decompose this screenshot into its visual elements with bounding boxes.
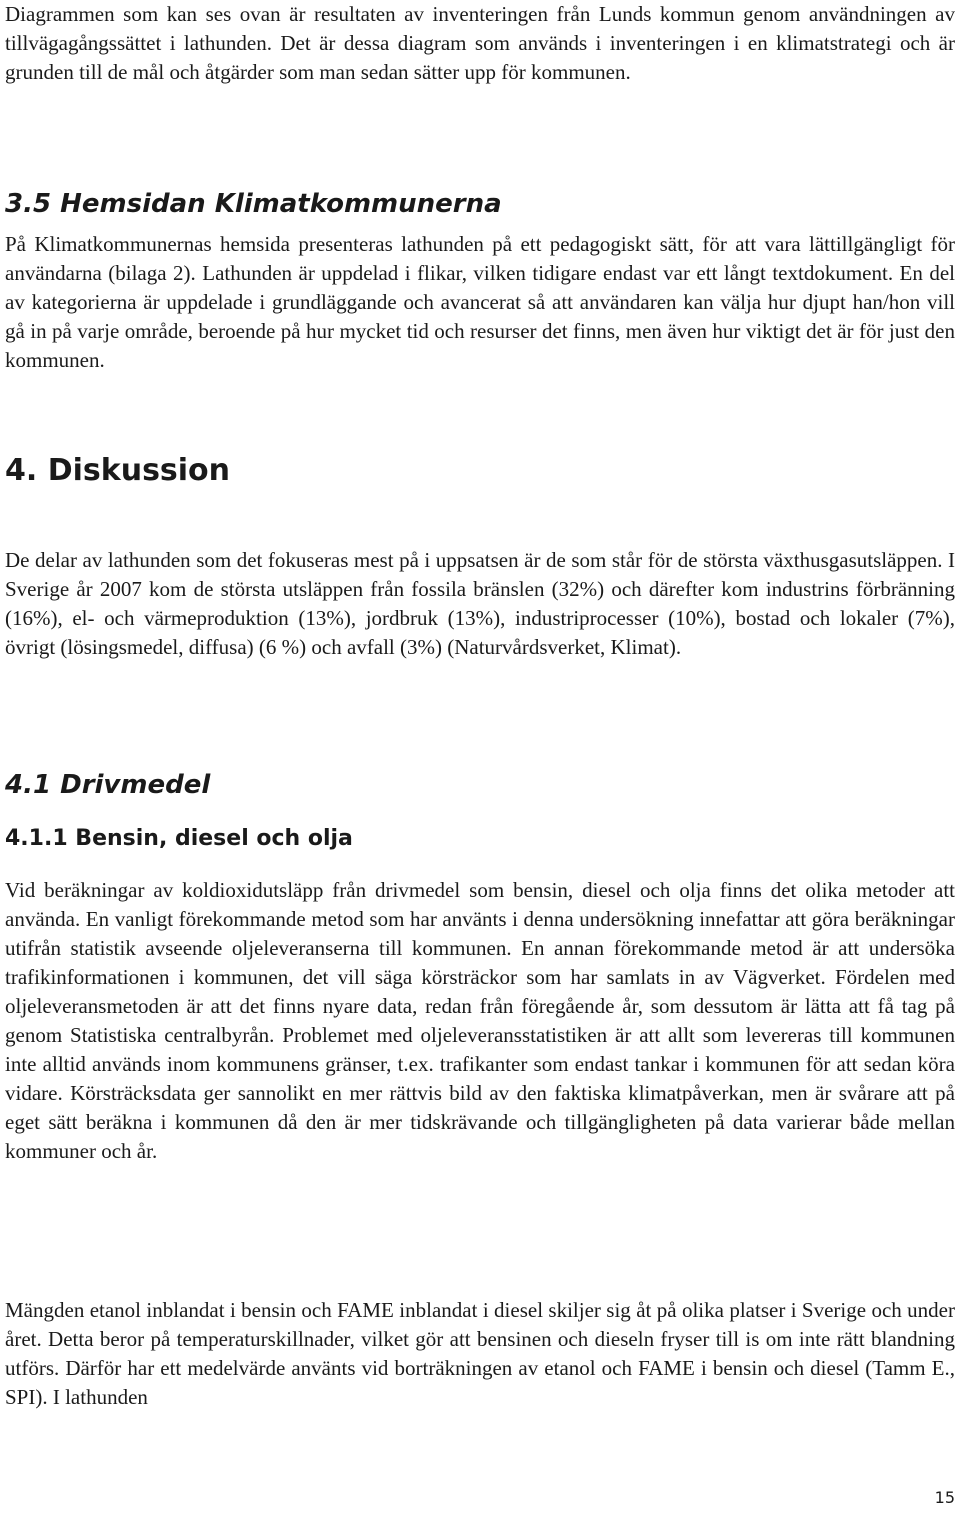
section-4-1-1-heading: 4.1.1 Bensin, diesel och olja [5, 826, 353, 851]
section-4-1-1-paragraph: Vid beräkningar av koldioxidutsläpp från drivmedel som bensin, diesel och olja finns det olika metoder att använda. En vanligt förekommande metod som har använts i denna undersökning innefattar att göra beräkningar utifrån statistik avseende oljeleveranserna till kommunen. En annan förekommande metod är att undersöka trafikinformationen i kommunen, det vill säga körsträckor som har samlats in av Vägverket. Fördelen med oljeleveransmetoden är att det finns nyare data, redan från föregående år, som dessutom är lätta att få tag på genom Statistiska centralbyrån. Problemet med oljeleveransstatistiken är att allt som levereras till kommunen inte alltid används inom kommunens gränser, t.ex. trafikanter som endast tankar i kommunen för att sedan köra vidare. Körsträcksdata ger sannolikt en mer rättvis bild av den faktiska klimatpåverkan, men är svårare att på eget sätt beräkna i kommunen då den är mer tidskrävande och tillgängligheten på data varierar både mellan kommuner och år. [5, 878, 955, 1163]
section-4-heading: 4. Diskussion [5, 453, 231, 488]
section-3-5-heading: 3.5 Hemsidan Klimatkommunerna [5, 189, 502, 219]
section-4-1-1-paragraph-2: Mängden etanol inblandat i bensin och FAME inblandat i diesel skiljer sig åt på olika platser i Sverige och under året. Detta beror på temperaturskillnader, vilket gör att bensinen och dieseln fryser till is om inte rätt blandning utförs. Därför har ett medelvärde använts vid borträkningen av etanol och FAME i bensin och diesel (Tamm E., SPI). I lathunden [5, 1298, 955, 1409]
page-number: 15 [934, 1488, 955, 1507]
intro-paragraph: Diagrammen som kan ses ovan är resultaten av inventeringen från Lunds kommun genom användningen av tillvägagångssättet i lathunden. Det är dessa diagram som används i inventeringen i en klimatstrategi och är grunden till de mål och åtgärder som man sedan sätter upp för kommunen. [5, 2, 955, 84]
section-3-5-paragraph: På Klimatkommunernas hemsida presenteras lathunden på ett pedagogiskt sätt, för att vara lättillgängligt för användarna (bilaga 2). Lathunden är uppdelad i flikar, vilken tidigare endast var ett långt textdokument. En del av kategorierna är uppdelade i grundläggande och avancerat så att användaren kan välja hur djupt han/hon vill gå in på varje område, beroende på hur mycket tid och resurser det finns, men även hur viktigt det är för just den kommunen. [5, 232, 955, 372]
section-4-paragraph: De delar av lathunden som det fokuseras mest på i uppsatsen är de som står för de största växthusgasutsläppen. I Sverige år 2007 kom de största utsläppen från fossila bränslen (32%) och därefter kom industrins förbränning (16%), el- och värmeproduktion (13%), jordbruk (13%), industriprocesser (10%), bostad och lokaler (7%), övrigt (lösingsmedel, diffusa) (6 %) och avfall (3%) (Naturvårdsverket, Klimat). [5, 548, 955, 659]
section-4-1-heading: 4.1 Drivmedel [5, 770, 211, 800]
